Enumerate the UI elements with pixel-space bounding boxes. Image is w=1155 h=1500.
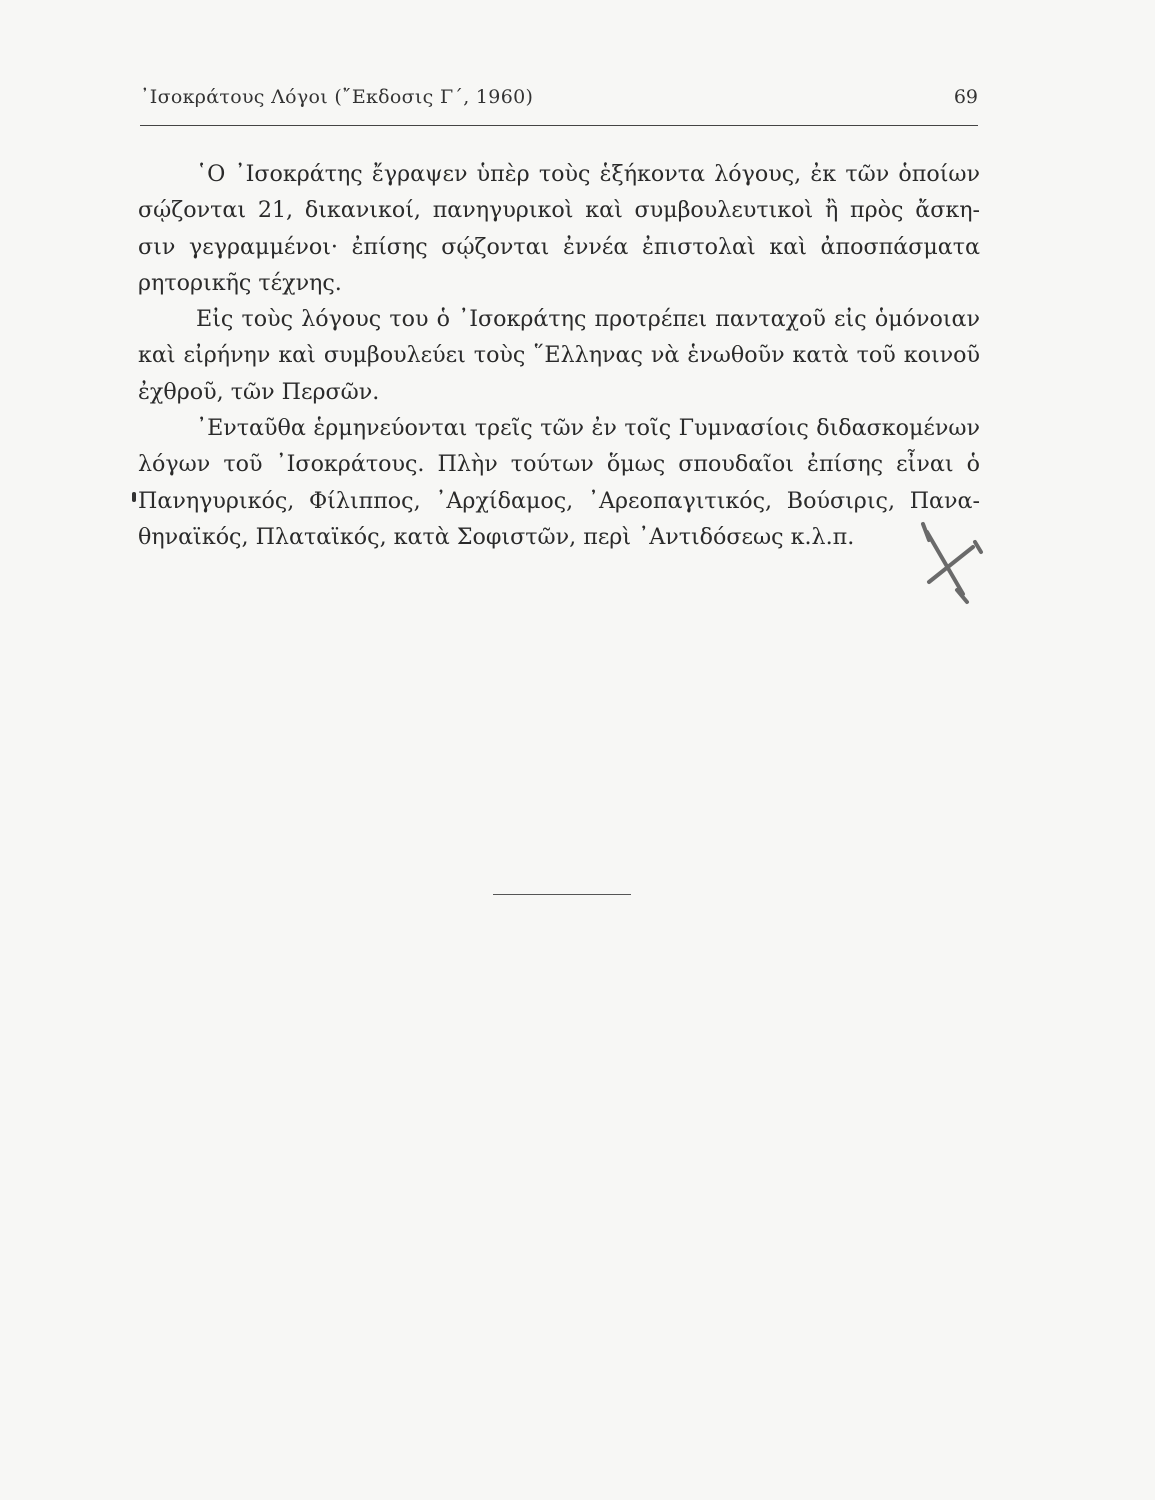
page-number: 69 bbox=[953, 86, 978, 108]
text-line: καὶ εἰρήνην καὶ συμβουλεύει τοὺς ῞Ελληνας νὰ ἑνωθοῦν κατὰ τοῦ κοινοῦ bbox=[138, 342, 980, 369]
end-rule bbox=[493, 894, 631, 895]
text-line: Πανηγυρικός, Φίλιππος, ᾿Αρχίδαμος, ᾿Αρεοπαγιτικός, Βούσιρις, Πανα- bbox=[138, 487, 980, 514]
ink-speck bbox=[132, 492, 136, 502]
text-line: Εἰς τοὺς λόγους του ὁ ᾿Ισοκράτης προτρέπει πανταχοῦ εἰς ὁμόνοιαν bbox=[196, 306, 980, 333]
body-text bbox=[138, 156, 980, 555]
text-line: σιν γεγραμμένοι· ἐπίσης σῴζονται ἐννέα ἐπιστολαὶ καὶ ἀποσπάσματα bbox=[138, 233, 980, 260]
text-line: σῴζονται 21, δικανικοί, πανηγυρικοὶ καὶ συμβουλευτικοὶ ἢ πρὸς ἄσκη- bbox=[138, 197, 980, 224]
running-title: ᾿Ισοκράτους Λόγοι (῎Εκδοσις Γ΄, 1960) bbox=[140, 86, 534, 108]
header-rule bbox=[140, 125, 978, 126]
pencil-cross-mark bbox=[915, 512, 985, 607]
text-line: λόγων τοῦ ᾿Ισοκράτους. Πλὴν τούτων ὅμως σπουδαῖοι ἐπίσης εἶναι ὁ bbox=[138, 451, 980, 478]
text-line: ἐχθροῦ, τῶν Περσῶν. bbox=[138, 378, 380, 405]
text-line: ῾Ο ᾿Ισοκράτης ἔγραψεν ὑπὲρ τοὺς ἑξήκοντα λόγους, ἐκ τῶν ὁποίων bbox=[196, 161, 980, 187]
text-line: ρητορικῆς τέχνης. bbox=[138, 269, 342, 296]
running-head bbox=[140, 86, 978, 120]
text-line: ᾿Ενταῦθα ἑρμηνεύονται τρεῖς τῶν ἐν τοῖς Γυμνασίοις διδασκομένων bbox=[196, 415, 980, 442]
text-line: θηναϊκός, Πλαταϊκός, κατὰ Σοφιστῶν, περὶ ᾿Αντιδόσεως κ.λ.π. bbox=[138, 523, 855, 550]
